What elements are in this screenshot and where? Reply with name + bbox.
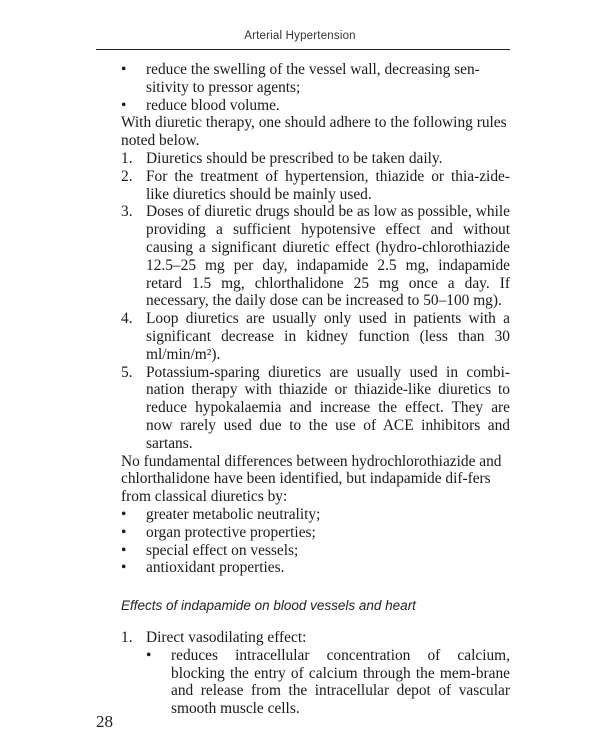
list-item	[121, 310, 510, 363]
list-item	[121, 203, 510, 310]
rules-list	[121, 150, 510, 453]
intro-bullet-list	[121, 61, 510, 114]
list-text: Direct vasodilating effect:	[146, 628, 307, 646]
bullet-text: special effect on vessels;	[146, 541, 299, 559]
list-number: 1.	[121, 149, 133, 167]
list-text: Doses of diuretic drugs should be as low as possible, while providing a sufficient hypotensive effect and without causing a significant diuretic effect (hydro-chlorothiazide 12.5–25 mg per day, indapamide 2.5 mg, indapamide retard 1.5 mg, chlorthalidone 25 mg once a day. If necessary, the daily dose can be increased to 50–100 mg).	[146, 203, 510, 310]
list-item	[121, 168, 510, 204]
list-item	[121, 97, 510, 115]
page-number: 28	[96, 712, 113, 731]
bullet-icon: •	[121, 61, 127, 78]
differences-list	[121, 506, 510, 577]
bullet-text: greater metabolic neutrality;	[146, 505, 321, 523]
bullet-icon: •	[146, 646, 152, 664]
list-item	[121, 524, 510, 542]
section-heading: Effects of indapamide on blood vessels and heart	[121, 598, 416, 614]
list-text: Potassium-sparing diuretics are usually used in combi-nation therapy with thiazide or thiazide-like diuretics to reduce hypokalaemia and increase the effect. They are now rarely used due to the use of ACE inhibitors and sartans.	[146, 363, 510, 452]
bullet-text: reduce blood volume.	[146, 96, 280, 114]
list-item	[121, 629, 510, 718]
page-body	[121, 61, 510, 718]
bullet-icon: •	[121, 541, 127, 559]
list-item	[146, 647, 510, 718]
list-number: 5.	[121, 363, 133, 381]
bullet-icon: •	[121, 559, 127, 577]
rules-intro-paragraph: With diuretic therapy, one should adhere to the following rules noted below.	[121, 114, 507, 150]
list-number: 2.	[121, 167, 133, 185]
bullet-text: organ protective properties;	[146, 523, 316, 541]
list-text: Diuretics should be prescribed to be taken daily.	[146, 149, 443, 167]
bullet-icon: •	[121, 505, 127, 523]
list-item	[121, 150, 510, 168]
list-item	[121, 61, 510, 97]
list-item	[121, 542, 510, 560]
list-number: 3.	[121, 203, 133, 221]
differences-paragraph: No fundamental differences between hydrochlorothiazide and chlorthalidone have been identified, but indapamide dif-fers from classical diuretics by:	[121, 452, 502, 506]
effects-sub-list	[146, 647, 510, 718]
bullet-text: reduce the swelling of the vessel wall, decreasing sen-sitivity to pressor agents;	[146, 61, 480, 96]
list-item	[121, 364, 510, 453]
bullet-text: reduces intracellular concentration of calcium, blocking the entry of calcium through the mem-brane and release from the intracellular depot of vascular smooth muscle cells.	[171, 646, 510, 718]
list-number: 4.	[121, 310, 133, 328]
list-text: Loop diuretics are usually only used in patients with a significant decrease in kidney function (less than 30 ml/min/m²).	[146, 310, 510, 363]
bullet-icon: •	[121, 96, 127, 114]
list-number: 1.	[121, 628, 133, 646]
running-header: Arterial Hypertension	[244, 30, 356, 42]
list-text: For the treatment of hypertension, thiazide or thia-zide-like diuretics should be mainly used.	[146, 167, 510, 203]
list-item	[121, 559, 510, 577]
bullet-text: antioxidant properties.	[146, 559, 285, 577]
header-rule	[96, 49, 510, 50]
effects-list	[121, 629, 510, 718]
list-item	[121, 506, 510, 524]
bullet-icon: •	[121, 523, 127, 541]
